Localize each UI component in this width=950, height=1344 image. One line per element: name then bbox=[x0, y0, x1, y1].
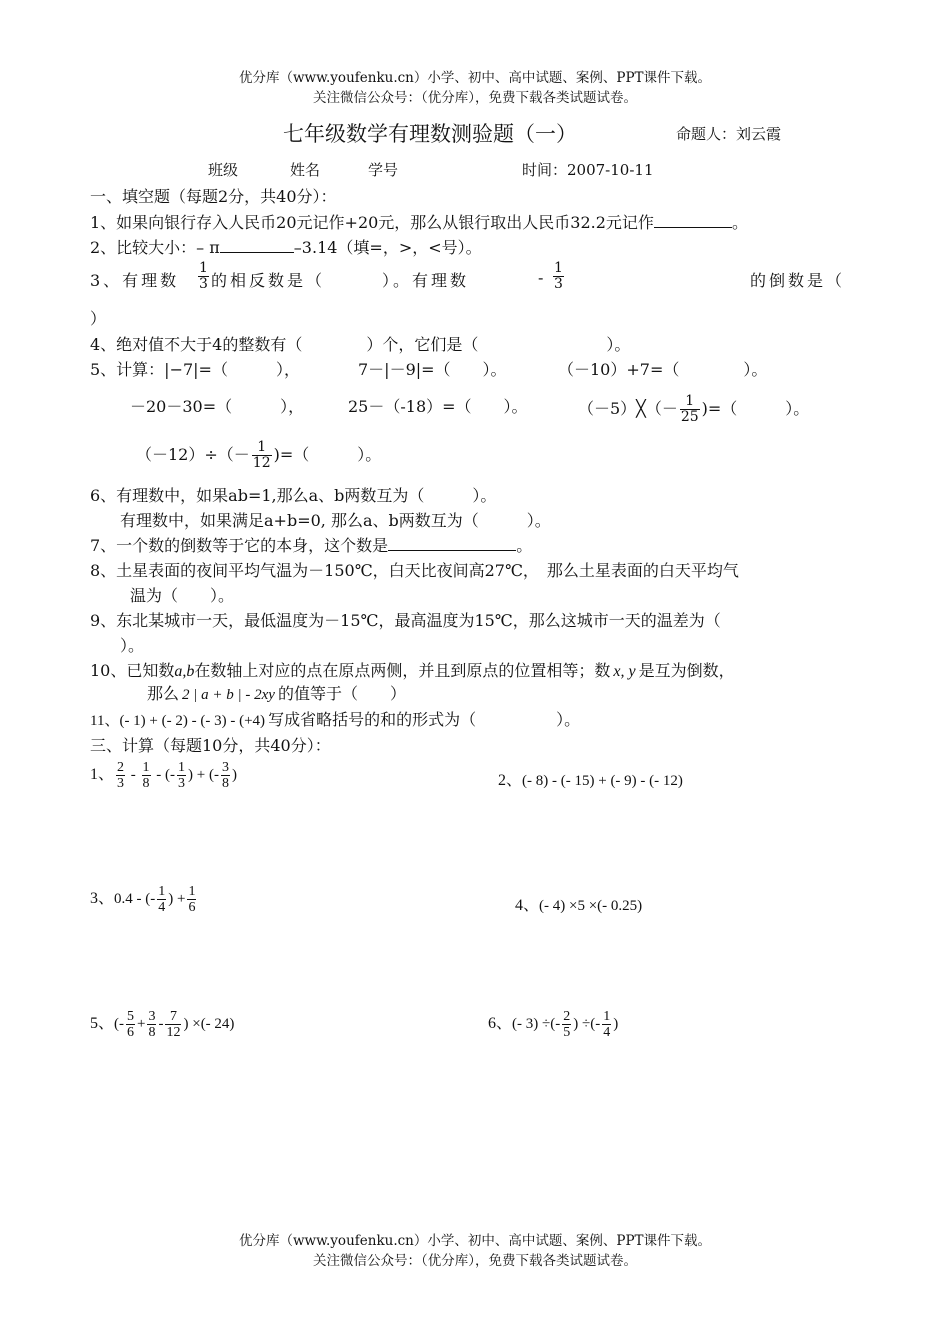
answer-blank bbox=[388, 550, 516, 551]
answer-blank bbox=[654, 227, 732, 228]
question-5-d: －20－30=（ ）， bbox=[130, 397, 305, 416]
calc-2 bbox=[498, 767, 683, 790]
question-5-f bbox=[578, 394, 809, 425]
question-10-text-d: 那么 bbox=[147, 684, 180, 703]
question-3-c: 的倒数是（ bbox=[750, 271, 846, 290]
calc-1-label: 1、 bbox=[90, 765, 115, 783]
question-8-a: 8、土星表面的夜间平均气温为－150℃，白天比夜间高27℃， 那么土星表面的白天平均气 bbox=[90, 561, 739, 580]
section-3-heading: 三、计算（每题10分，共40分）： bbox=[90, 736, 331, 755]
question-3-d: ） bbox=[90, 309, 107, 328]
expr-abs: 2 | a + b | - 2xy bbox=[182, 687, 275, 703]
answer-blank bbox=[220, 252, 294, 253]
question-1-text: 1、如果向银行存入人民币20元记作+20元，那么从银行取出人民币32.2元记作 bbox=[90, 213, 654, 232]
question-5-f1: （－5）╳（－ bbox=[578, 399, 678, 418]
header-line-1: 优分库（www.youfenku.cn）小学、初中、高中试题、案例、PPT课件下载。 bbox=[238, 70, 712, 86]
calc-5: 5、(- $\frac{5}{6}$ + $\frac{3}{8}$ - $\frac{7}{12}$ ) ×(- 24) bbox=[90, 1009, 235, 1040]
question-2-a: 2、比较大小：– π bbox=[90, 238, 220, 257]
question-5-g bbox=[136, 440, 381, 471]
question-5-a: 5、计算：|−7|=（ ）， bbox=[90, 360, 300, 379]
calc-3-label: 3、 bbox=[90, 889, 115, 907]
question-2 bbox=[90, 235, 482, 258]
question-1 bbox=[90, 210, 748, 233]
question-7-text: 7、一个数的倒数等于它的本身，这个数是 bbox=[90, 536, 389, 555]
question-5-g1: （－12）÷（－ bbox=[136, 445, 250, 464]
section-1-heading: 一、填空题（每题2分，共40分）： bbox=[90, 187, 337, 206]
info-name: 姓名 bbox=[290, 161, 321, 179]
var-x-y: x, y bbox=[613, 663, 636, 680]
author: 命题人：刘云霞 bbox=[676, 125, 782, 143]
question-9-a: 9、东北某城市一天，最低温度为－15℃，最高温度为15℃，那么这城市一天的温差为（ bbox=[90, 611, 721, 630]
footer-line-2: 关注微信公众号：（优分库），免费下载各类试题试卷。 bbox=[313, 1253, 637, 1269]
info-class: 班级 bbox=[208, 161, 239, 179]
fraction-one-12: $\frac{1}{12}$ bbox=[252, 439, 271, 471]
calc-1: 1、 $\frac{2}{3}$ - $\frac{1}{8}$ - (- $\frac{1}{3}$ ) + (- $\frac{3}{8}$ ) bbox=[90, 760, 237, 791]
question-3-minus: - bbox=[538, 268, 544, 287]
info-time: 时间：2007-10-11 bbox=[522, 161, 654, 179]
question-10-text-a: 10、已知数 bbox=[90, 661, 175, 680]
calc-2-expr: (- 8) - (- 15) + (- 9) - (- 12) bbox=[522, 773, 683, 789]
question-10-text-c: 是互为倒数， bbox=[638, 661, 735, 680]
question-10-b bbox=[147, 681, 406, 704]
question-6-b: 有理数中，如果满足a+b=0, 那么a、b两数互为（ ）。 bbox=[120, 511, 551, 530]
question-6-a: 6、有理数中，如果ab=1,那么a、b两数互为（ ）。 bbox=[90, 486, 497, 505]
question-7 bbox=[90, 533, 532, 556]
fraction-one-25: $\frac{1}{25}$ bbox=[680, 393, 699, 425]
fraction-one-third: $\frac{1}{3}$ bbox=[199, 260, 208, 292]
question-5-c: （－10）+7=（ ）。 bbox=[558, 360, 768, 379]
calc-4-label: 4、 bbox=[515, 897, 540, 914]
calc-5-label: 5、 bbox=[90, 1014, 115, 1032]
fraction-one-third-2: $\frac{1}{3}$ bbox=[554, 260, 563, 292]
var-a-b: a,b bbox=[174, 663, 195, 680]
calc-2-label: 2、 bbox=[498, 772, 523, 789]
question-5-e: 25－（-18）=（ ）。 bbox=[348, 397, 528, 416]
question-11-expr: 11、(- 1) + (- 2) - (- 3) - (+4) bbox=[90, 713, 266, 729]
question-8-b: 温为（ ）。 bbox=[130, 586, 235, 605]
page-title: 七年级数学有理数测验题（一） bbox=[283, 122, 577, 146]
question-10-text-e: 的值等于（ ） bbox=[277, 684, 406, 703]
question-9-b: ）。 bbox=[120, 636, 145, 655]
question-2-b: –3.14（填=，>，<号）。 bbox=[293, 238, 482, 257]
question-3-a: 3、有理数 bbox=[90, 271, 180, 290]
question-7-end: 。 bbox=[516, 536, 533, 555]
header-line-2: 关注微信公众号：（优分库），免费下载各类试题试卷。 bbox=[313, 90, 637, 106]
calc-4-expr: (- 4) ×5 ×(- 0.25) bbox=[539, 898, 643, 914]
question-1-end: 。 bbox=[731, 213, 748, 232]
calc-4 bbox=[515, 892, 642, 915]
footer-line-1: 优分库（www.youfenku.cn）小学、初中、高中试题、案例、PPT课件下载。 bbox=[238, 1233, 712, 1249]
question-11 bbox=[90, 707, 580, 730]
question-5-f2: )=（ ）。 bbox=[701, 399, 810, 418]
question-11-text: 写成省略括号的和的形式为（ ）。 bbox=[268, 710, 581, 729]
question-5-g2: )=（ ）。 bbox=[273, 445, 382, 464]
question-10-a bbox=[90, 658, 735, 681]
question-10-text-b: 在数轴上对应的点在原点两侧，并且到原点的位置相等；数 bbox=[194, 661, 611, 680]
question-3-b: 的相反数是（ ）。有理数 bbox=[211, 271, 470, 290]
calc-6-label: 6、 bbox=[488, 1014, 513, 1032]
calc-6: 6、(- 3) ÷(- $\frac{2}{5}$ ) ÷(- $\frac{1}{4}$ ) bbox=[488, 1009, 619, 1040]
info-number: 学号 bbox=[368, 161, 399, 179]
calc-3: 3、0.4 - (- $\frac{1}{4}$ ) + $\frac{1}{6}$ bbox=[90, 884, 196, 915]
question-4: 4、绝对值不大于4的整数有（ ）个，它们是（ ）。 bbox=[90, 335, 631, 354]
question-5-b: 7－|－9|=（ ）。 bbox=[358, 360, 507, 379]
